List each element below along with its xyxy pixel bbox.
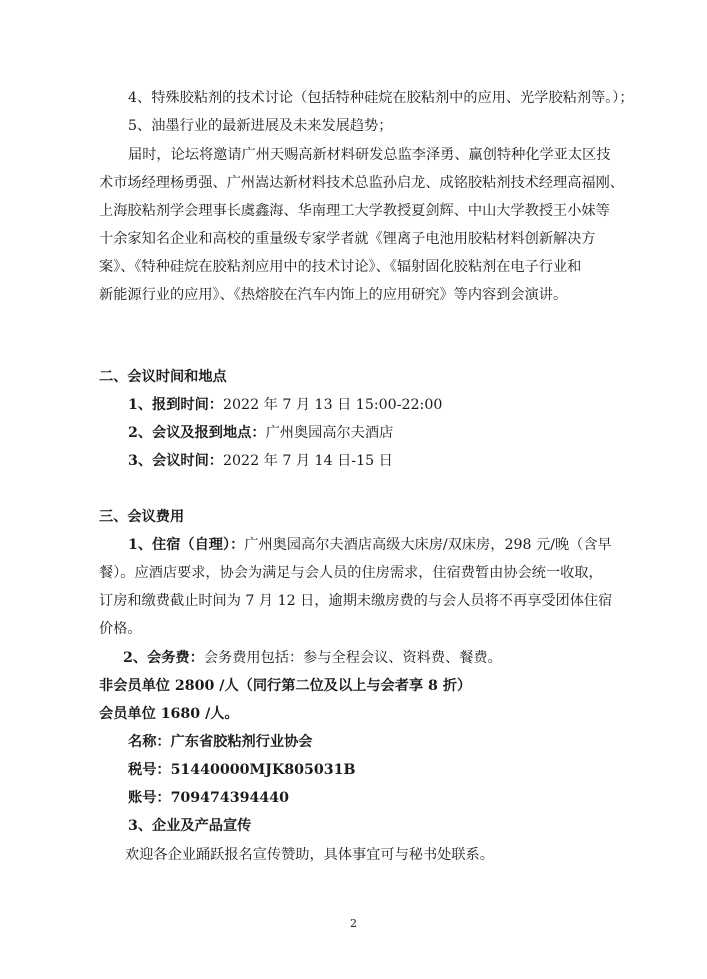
- intro-item-5: 5、油墨行业的最新进展及未来发展趋势；: [128, 118, 393, 134]
- schedule-value: 广州奥园高尔夫酒店: [265, 425, 394, 441]
- lodging-line: 餐）。应酒店要求，协会为满足与会人员的住房需求，住宿费暂由协会统一收取，: [99, 565, 603, 581]
- schedule-item: [128, 423, 393, 443]
- account-name: 名称：广东省胶粘剂行业协会: [128, 734, 313, 750]
- tax-number: 税号：51440000MJK805031B: [128, 762, 356, 778]
- intro-paragraph-line: 术市场经理杨勇强、广州嵩达新材料技术总监孙启龙、成铭胶粘剂技术经理高福刚、: [99, 175, 624, 191]
- fee-description: 会务费用包括：参与全程会议、资料费、餐费。: [203, 650, 502, 666]
- intro-paragraph-line: 十余家知名企业和高校的重量级专家学者就《锂离子电池用胶粘材料创新解决方: [99, 231, 596, 247]
- promo-heading: 3、企业及产品宣传: [128, 818, 252, 834]
- page-number: 2: [350, 917, 357, 930]
- schedule-item: [128, 395, 442, 415]
- account-number: 账号：709474394440: [128, 790, 290, 806]
- fee-line: [123, 648, 502, 668]
- nonmember-fee: 非会员单位 2800 /人（同行第二位及以上与会者享 8 折）: [99, 678, 472, 694]
- schedule-label: 3、会议时间：: [128, 453, 223, 469]
- schedule-value: 2022 年 7 月 14 日-15 日: [223, 453, 393, 469]
- lodging-label: 1、住宿（自理）：: [128, 537, 245, 553]
- intro-paragraph-line: 新能源行业的应用》、《热熔胶在汽车内饰上的应用研究》等内容到会演讲。: [99, 287, 568, 303]
- section-2-heading: 二、会议时间和地点: [99, 369, 227, 385]
- schedule-value: 2022 年 7 月 13 日 15:00-22:00: [223, 397, 443, 413]
- lodging-line: 订房和缴费截止时间为 7 月 12 日，逾期未缴房费的与会人员将不再享受团体住宿: [99, 593, 613, 609]
- promo-text: 欢迎各企业踊跃报名宣传赞助，具体事宜可与秘书处联系。: [125, 847, 494, 863]
- schedule-label: 2、会议及报到地点：: [128, 425, 266, 441]
- schedule-item: [128, 451, 393, 471]
- member-fee: 会员单位 1680 /人。: [99, 706, 239, 722]
- intro-paragraph-line: 届时，论坛将邀请广州天赐高新材料研发总监李泽勇、赢创特种化学亚太区技: [128, 147, 611, 163]
- section-3-heading: 三、会议费用: [99, 509, 185, 525]
- intro-paragraph-line: 上海胶粘剂学会理事长虞鑫海、华南理工大学教授夏剑辉、中山大学教授王小妹等: [99, 203, 610, 219]
- lodging-line: 价格。: [99, 621, 142, 637]
- schedule-label: 1、报到时间：: [128, 397, 223, 413]
- fee-label: 2、会务费：: [123, 650, 204, 666]
- lodging-text: 广州奥园高尔夫酒店高级大床房/双床房，298 元/晚（含早: [244, 537, 612, 553]
- intro-item-4: 4、特殊胶粘剂的技术讨论（包括特种硅烷在胶粘剂中的应用、光学胶粘剂等。）；: [128, 90, 634, 106]
- intro-paragraph-line: 案》、《特种硅烷在胶粘剂应用中的技术讨论》、《辐射固化胶粘剂在电子行业和: [99, 259, 582, 275]
- lodging-line: [128, 535, 612, 555]
